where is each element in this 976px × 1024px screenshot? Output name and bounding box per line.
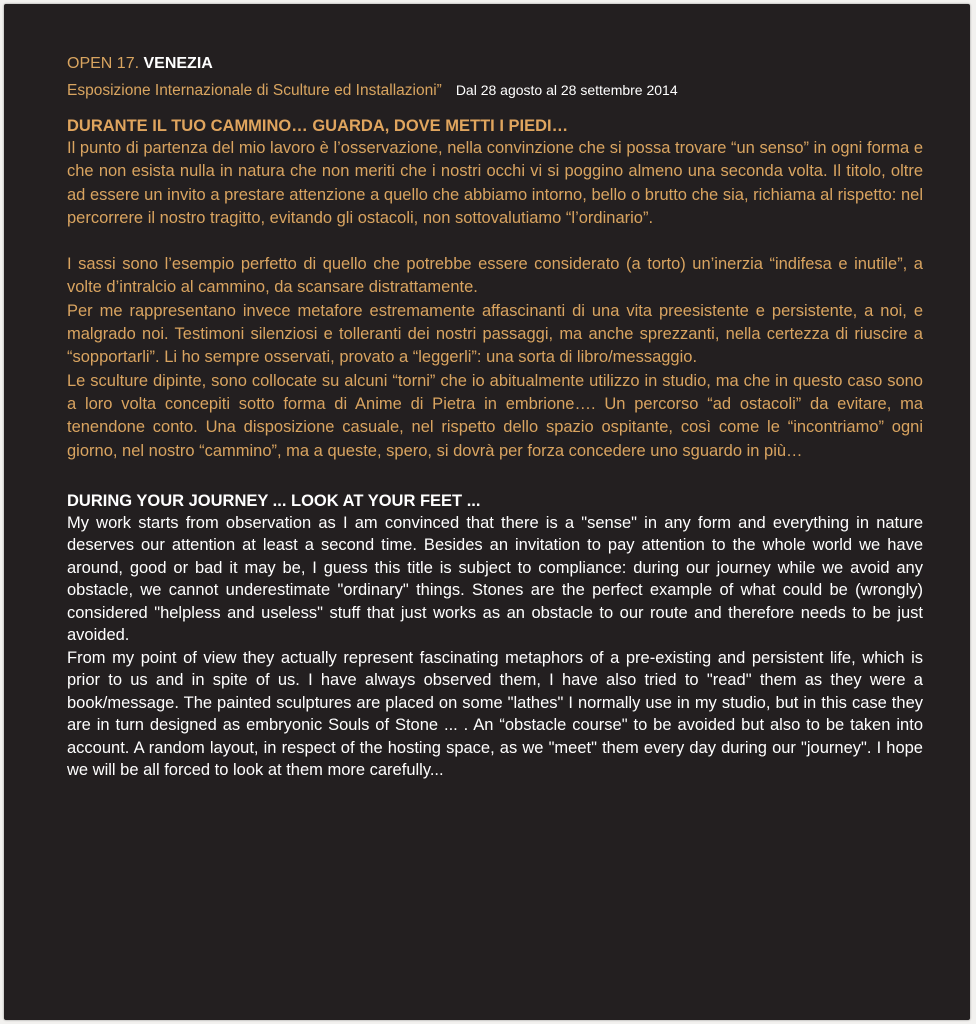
italian-heading: DURANTE IL TUO CAMMINO… GUARDA, DOVE METTI I PIEDI… — [67, 117, 569, 135]
exhibition-subtitle-line — [67, 80, 923, 101]
city-name: VENEZIA — [143, 55, 213, 72]
document-card — [4, 4, 970, 1020]
exhibition-subtitle: Esposizione Internazionale di Sculture ed Installazioni” — [67, 82, 442, 99]
exhibition-title — [67, 54, 923, 74]
document-content — [67, 54, 923, 782]
event-label: OPEN 17. — [67, 55, 140, 72]
english-heading: DURING YOUR JOURNEY ... LOOK AT YOUR FEET ... — [67, 491, 481, 510]
exhibition-dates: Dal 28 agosto al 28 settembre 2014 — [455, 82, 678, 98]
english-paragraph: My work starts from observation as I am convinced that there is a "sense" in any form and everything in nature deserves our attention at least a second time. Besides an invitation to pay attention to the whole world we have around, good or bad it may be, I guess this title is subject to compliance: during our journey while we avoid any obstacle, we cannot underestimate "ordinary" things. Stones are the perfect example of what could be (wrongly) considered "helpless and useless" stuff that just works as an obstacle to our route and therefore needs to be just avoided. From my point of view they actually represent fascinating metaphors of a pre-existing and persistent life, which is prior to us and in spite of us. I have always observed them, I have also tried to "read" them as they were a book/message. The painted sculptures are placed on some "lathes" I normally use in my studio, but in this case they are in turn designed as embryonic Souls of Stone ... . An “obstacle course" to be avoided but also to be taken into account. A random layout, in respect of the hosting space, as we "meet" them every day during our "journey". I hope we will be all forced to look at them more carefully... — [67, 513, 923, 780]
italian-paragraph-2: I sassi sono l’esempio perfetto di quello che potrebbe essere considerato (a torto) un’inerzia “indifesa e inutile”, a volte d’intralcio al cammino, da scansare distrattamente. Per me rappresentano invece metafore estremamente affascinanti di una vita preesistente e persistente, a noi, e malgrado noi. Testimoni silenziosi e tolleranti dei nostri passaggi, ma anche sprezzanti, nella certezza di riuscire a “sopportarli”. Li ho sempre osservati, provato a “leggerli”: una sorta di libro/messaggio. Le sculture dipinte, sono collocate su alcuni “torni” che io abitualmente utilizzo in studio, ma che in questo caso sono a loro volta concepiti sotto forma di Anime di Pietra in embrione…. Un percorso “ad ostacoli” da evitare, ma tenendone conto. Una disposizione casuale, nel rispetto dello spazio ospitante, così come le “incontriamo” ogni giorno, nel nostro “cammino”, ma a queste, spero, si dovrà per forza concedere uno sguardo in più… — [67, 255, 923, 460]
italian-paragraph-1: Il punto di partenza del mio lavoro è l’osservazione, nella convinzione che si possa trovare “un senso” in ogni forma e che non esista nulla in natura che non meriti che i nostri occhi vi si poggino almeno una seconda volta. Il titolo, oltre ad essere un invito a prestare attenzione a quello che abbiamo intorno, bello o brutto che sia, richiama al rispetto: nel percorrere il nostro tragitto, evitando gli ostacoli, non sottovalutiamo “l’ordinario”. — [67, 139, 923, 227]
